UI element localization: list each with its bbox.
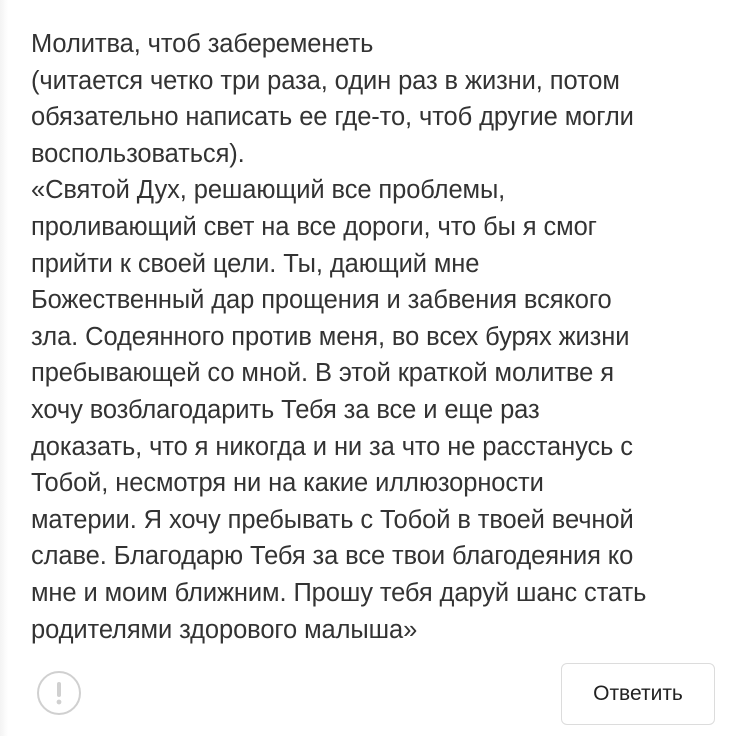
reply-button[interactable]: Ответить [561, 663, 715, 725]
post-line: мне и моим ближним. Прошу тебя даруй шанс стать [31, 578, 647, 607]
post-line: Божественный дар прощения и забвения всякого [31, 286, 612, 315]
post-line: материи. Я хочу пребывать с Тобой в твоей вечной [31, 505, 634, 534]
post-line: Молитва, чтоб забеременеть [31, 30, 374, 58]
exclamation-circle-icon [49, 680, 69, 706]
post-line: хочу возблагодарить Тебя за все и еще раз [31, 395, 540, 424]
post-line: доказать, что я никогда и ни за что не расстанусь с [31, 432, 633, 461]
post-line: пребывающей со мной. В этой краткой молитве я [31, 359, 614, 388]
post-line: славе. Благодарю Тебя за все твои благодеяния ко [31, 542, 634, 571]
post-line: «Святой Дух, решающий все проблемы, [31, 176, 506, 205]
post-line: прийти к своей цели. Ты, дающий мне [31, 249, 480, 278]
post-line: проливающий свет на все дороги, что бы я смог [31, 212, 597, 241]
post-text [31, 26, 721, 648]
post-line: Тобой, несмотря ни на какие иллюзорности [31, 469, 544, 498]
post-line: (читается четко три раза, один раз в жизни, потом [31, 66, 620, 95]
post-line: родителями здорового малыша» [31, 615, 418, 644]
post-line: обязательно написать ее где-то, чтоб другие могли [31, 103, 634, 132]
report-button[interactable] [37, 671, 81, 715]
post-line: зла. Содеянного против меня, во всех бурях жизни [31, 322, 630, 351]
post-line: воспользоваться). [31, 139, 245, 168]
